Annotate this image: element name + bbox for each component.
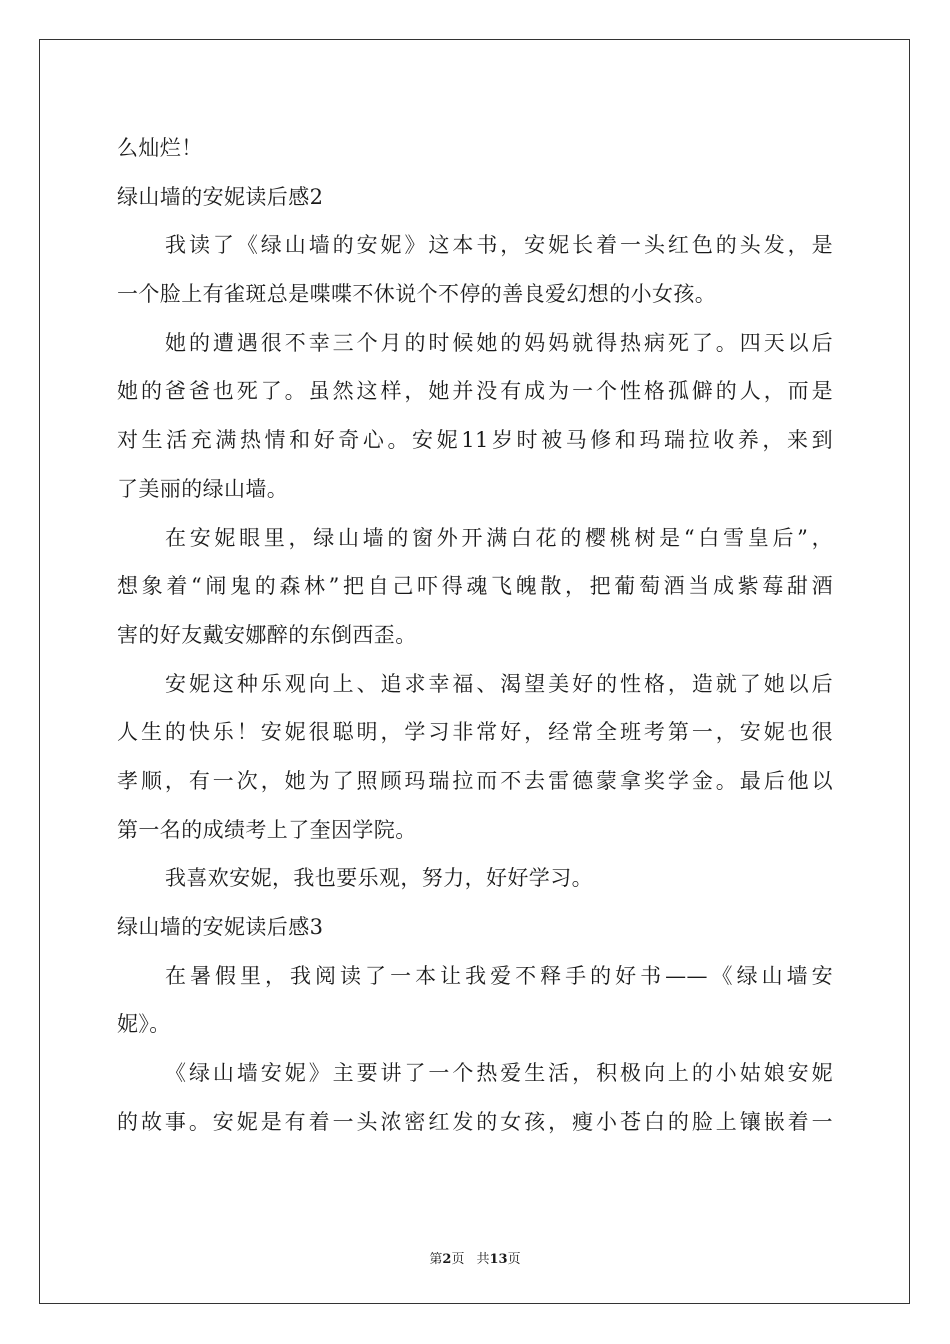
section-heading: 绿山墙的安妮读后感3: [117, 915, 324, 939]
text-line: 对生活充满热情和好奇心。安妮11岁时被马修和玛瑞拉收养，来到: [117, 428, 833, 453]
text-line: 她的爸爸也死了。虽然这样，她并没有成为一个性格孤僻的人，而是: [117, 379, 833, 404]
text-line: 在安妮眼里，绿山墙的窗外开满白花的樱桃树是“白雪皇后”，: [165, 525, 833, 550]
text-line: 么灿烂！: [117, 136, 203, 160]
text-line: 人生的快乐！安妮很聪明，学习非常好，经常全班考第一，安妮也很: [117, 720, 833, 745]
text-line: 我读了《绿山墙的安妮》这本书，安妮长着一头红色的头发，是: [165, 233, 833, 258]
text-line: 的故事。安妮是有着一头浓密红发的女孩，瘦小苍白的脸上镶嵌着一: [117, 1109, 833, 1134]
text-line: 孝顺，有一次，她为了照顾玛瑞拉而不去雷德蒙拿奖学金。最后他以: [117, 768, 833, 793]
text-line: 我喜欢安妮，我也要乐观，努力，好好学习。: [165, 866, 593, 891]
page-footer: [0, 1248, 950, 1267]
page-prefix: 第: [429, 1252, 443, 1267]
current-page-number: 2: [442, 1252, 452, 1267]
text-line: 《绿山墙安妮》主要讲了一个热爱生活，积极向上的小姑娘安妮: [165, 1061, 833, 1086]
text-line: 一个脸上有雀斑总是喋喋不休说个不停的善良爱幻想的小女孩。: [117, 282, 717, 307]
text-line: 妮》。: [117, 1012, 171, 1037]
text-line: 想象着“闹鬼的森林”把自己吓得魂飞魄散，把葡萄酒当成紫莓甜酒: [117, 574, 833, 599]
page-suffix: 页: [451, 1252, 465, 1267]
total-prefix: 共: [476, 1252, 490, 1267]
text-line: 在暑假里，我阅读了一本让我爱不释手的好书——《绿山墙安: [165, 963, 833, 988]
text-line: 了美丽的绿山墙。: [117, 476, 289, 501]
text-line: 安妮这种乐观向上、追求幸福、渴望美好的性格，造就了她以后: [165, 671, 833, 696]
total-suffix: 页: [507, 1252, 521, 1267]
document-body: [117, 124, 833, 1146]
text-line: 第一名的成绩考上了奎因学院。: [117, 817, 417, 842]
text-line: 害的好友戴安娜醉的东倒西歪。: [117, 622, 417, 647]
text-line: 她的遭遇很不幸三个月的时候她的妈妈就得热病死了。四天以后: [165, 330, 833, 355]
total-pages-number: 13: [489, 1252, 508, 1267]
section-heading: 绿山墙的安妮读后感2: [117, 184, 324, 209]
